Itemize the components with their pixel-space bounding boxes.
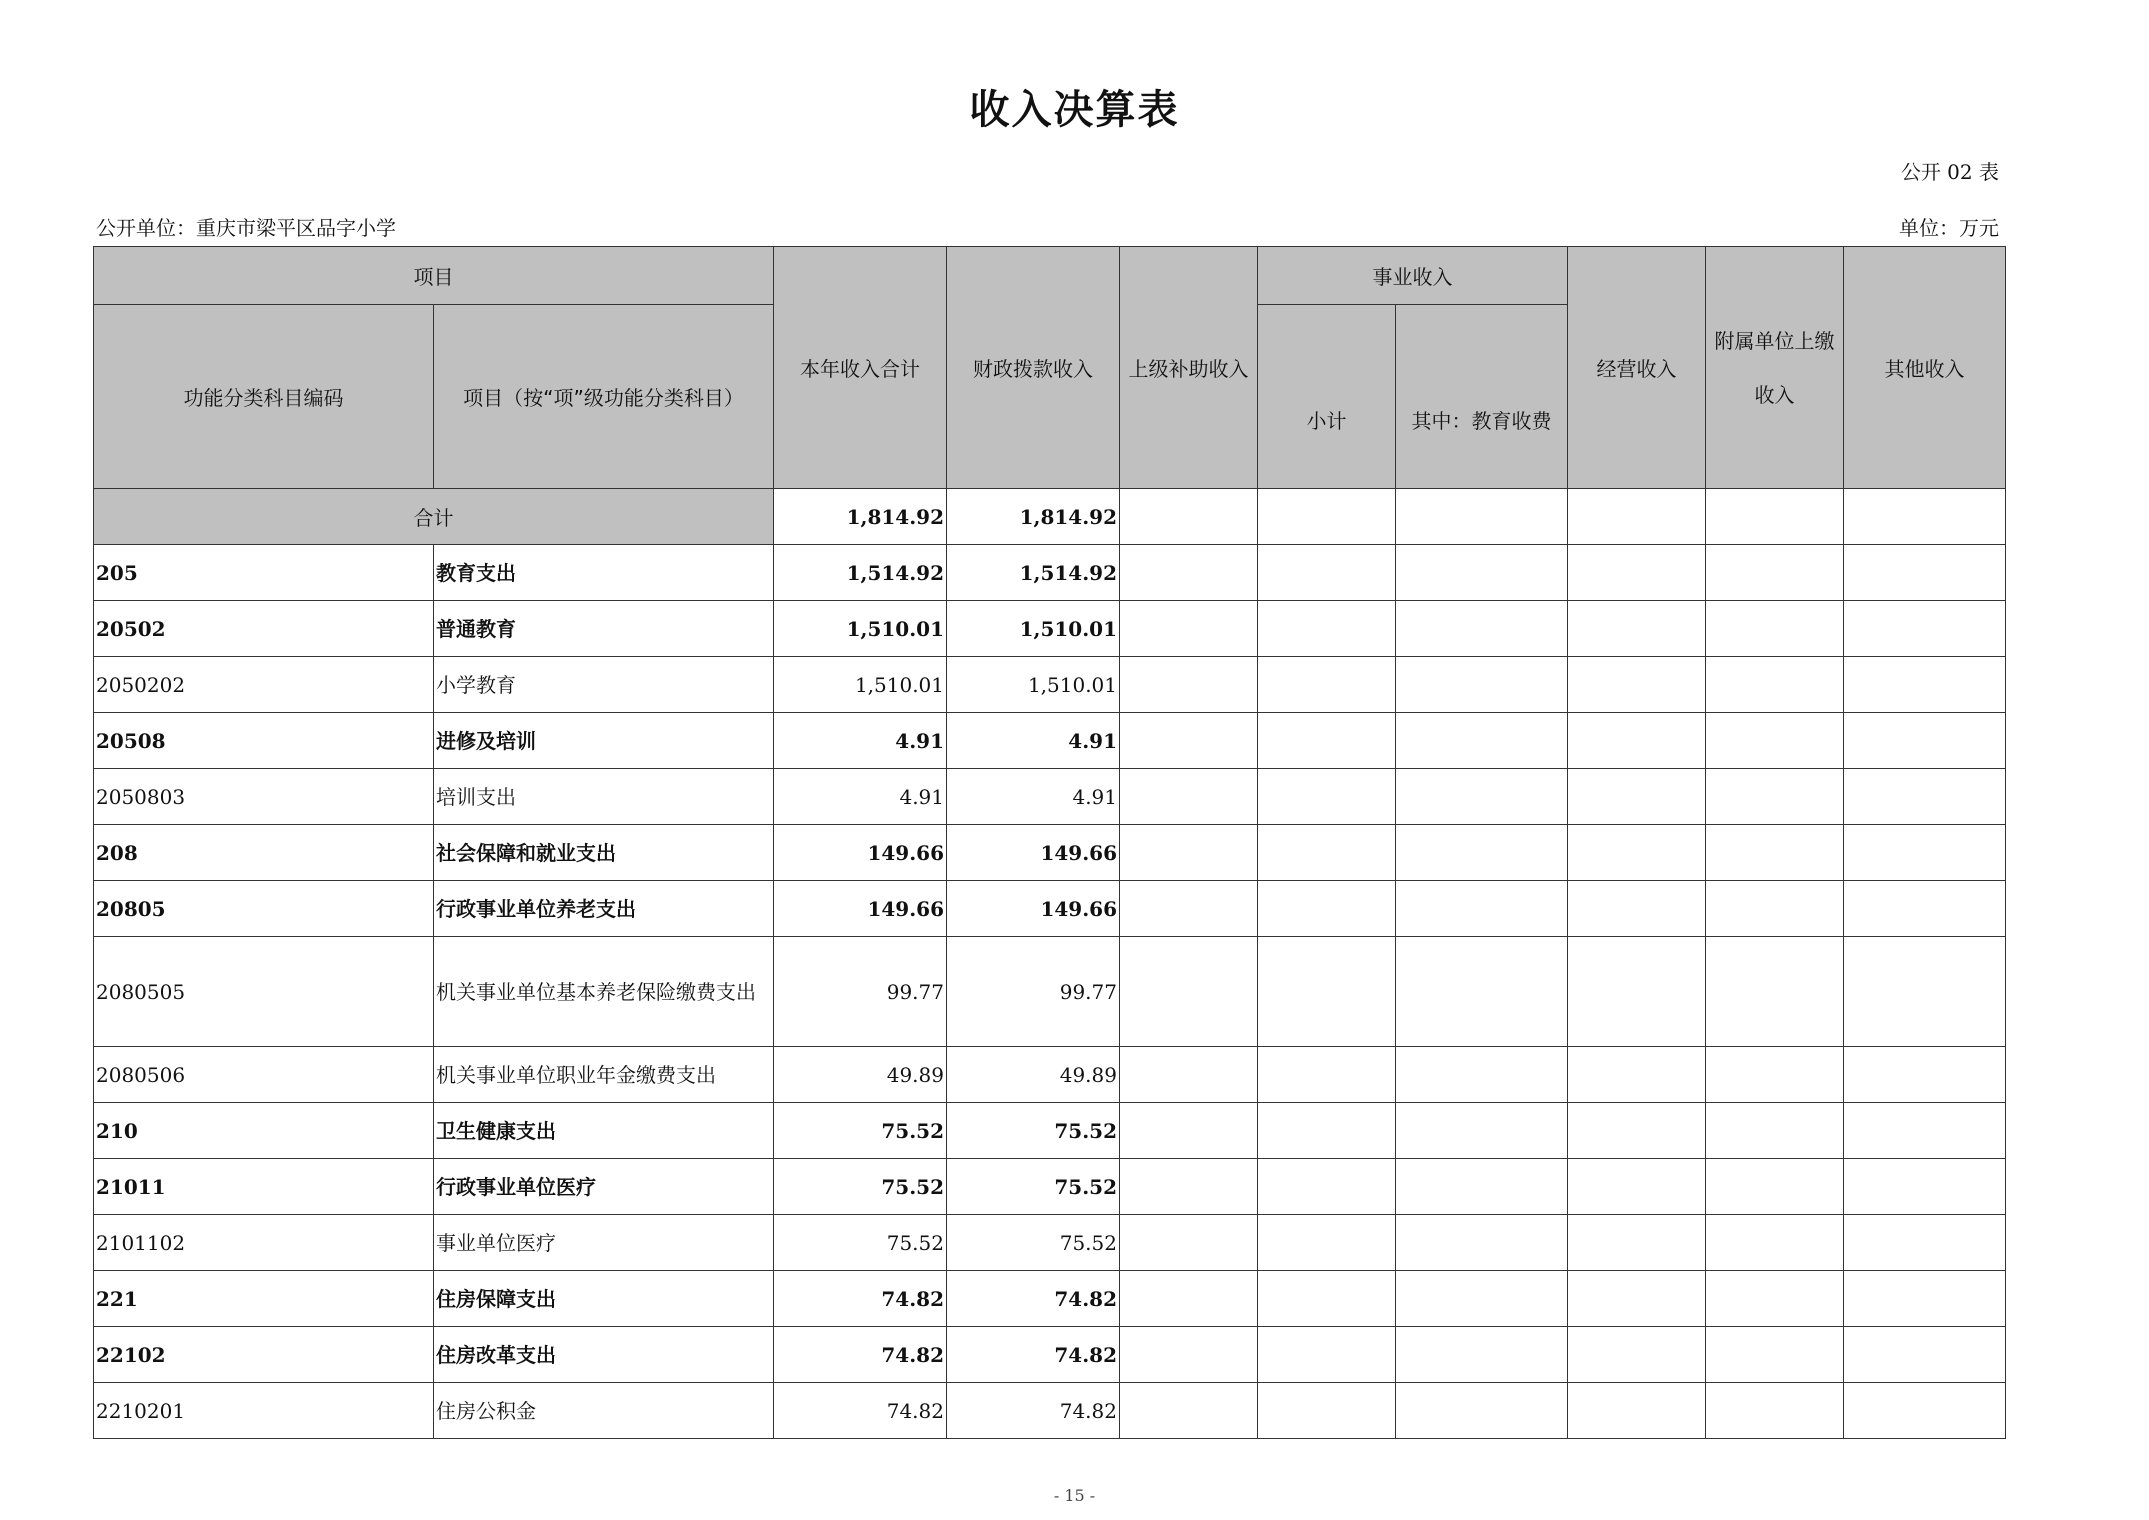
- empty-cell: [1120, 657, 1258, 713]
- empty-cell: [1844, 545, 2006, 601]
- header-affiliated-line1: 附属单位上缴: [1714, 328, 1835, 353]
- table-row: [94, 937, 2006, 1047]
- empty-cell: [1844, 601, 2006, 657]
- empty-cell: [1396, 937, 1568, 1047]
- table-row: [94, 1327, 2006, 1383]
- report-title: 收入决算表: [969, 87, 1180, 133]
- table-row: [94, 1103, 2006, 1159]
- fiscal-value: 149.66: [947, 881, 1120, 937]
- empty-cell: [1258, 657, 1396, 713]
- empty-cell: [1396, 601, 1568, 657]
- empty-cell: [1844, 1271, 2006, 1327]
- subject-name: 小学教育: [434, 657, 774, 713]
- empty-cell: [1568, 1047, 1706, 1103]
- subject-code: 2080506: [94, 1047, 434, 1103]
- empty-cell: [1568, 657, 1706, 713]
- empty-cell: [1568, 545, 1706, 601]
- header-fiscal: 财政拨款收入: [947, 247, 1120, 489]
- form-number: 公开 02 表: [1900, 160, 1999, 184]
- empty-cell: [1120, 769, 1258, 825]
- table-row: [94, 657, 2006, 713]
- total-income-value: 4.91: [774, 769, 947, 825]
- header-business: 事业收入: [1258, 247, 1568, 305]
- empty-cell: [1258, 601, 1396, 657]
- total-income-value: 75.52: [774, 1159, 947, 1215]
- table-body: [94, 545, 2006, 1439]
- table-row: [94, 1159, 2006, 1215]
- fiscal-value: 4.91: [947, 769, 1120, 825]
- empty-cell: [1396, 1215, 1568, 1271]
- empty-cell: [1706, 881, 1844, 937]
- table-row: [94, 601, 2006, 657]
- empty-cell: [1706, 545, 1844, 601]
- total-income-value: 74.82: [774, 1271, 947, 1327]
- total-income-value: 4.91: [774, 713, 947, 769]
- total-income-value: 1,510.01: [774, 601, 947, 657]
- empty-cell: [1568, 601, 1706, 657]
- empty-cell: [1844, 1215, 2006, 1271]
- header-total-income: 本年收入合计: [774, 247, 947, 489]
- header-project: 项目: [94, 247, 774, 305]
- empty-cell: [1258, 825, 1396, 881]
- empty-cell: [1258, 1103, 1396, 1159]
- currency-unit: 单位：万元: [1899, 216, 1999, 240]
- empty-cell: [1396, 881, 1568, 937]
- fiscal-value: 1,510.01: [947, 601, 1120, 657]
- subject-code: 205: [94, 545, 434, 601]
- empty-cell: [1706, 1103, 1844, 1159]
- empty-cell: [1396, 545, 1568, 601]
- empty-cell: [1396, 1047, 1568, 1103]
- table-row: [94, 1047, 2006, 1103]
- empty-cell: [1396, 1327, 1568, 1383]
- empty-cell: [1120, 1159, 1258, 1215]
- empty-cell: [1706, 1383, 1844, 1439]
- empty-cell: [1844, 1103, 2006, 1159]
- table-row: [94, 881, 2006, 937]
- empty-cell: [1258, 713, 1396, 769]
- empty-cell: [1706, 769, 1844, 825]
- total-income-value: 1,814.92: [774, 489, 947, 545]
- table-row: [94, 1271, 2006, 1327]
- empty-cell: [1120, 545, 1258, 601]
- empty-cell: [1396, 769, 1568, 825]
- fiscal-value: 75.52: [947, 1159, 1120, 1215]
- empty-cell: [1844, 657, 2006, 713]
- empty-cell: [1844, 1047, 2006, 1103]
- fiscal-value: 74.82: [947, 1271, 1120, 1327]
- subject-code: 20502: [94, 601, 434, 657]
- empty-cell: [1258, 1215, 1396, 1271]
- fiscal-value: 49.89: [947, 1047, 1120, 1103]
- empty-cell: [1568, 1383, 1706, 1439]
- total-income-value: 75.52: [774, 1215, 947, 1271]
- empty-cell: [1120, 1327, 1258, 1383]
- fiscal-value: 74.82: [947, 1327, 1120, 1383]
- empty-cell: [1120, 937, 1258, 1047]
- empty-cell: [1120, 601, 1258, 657]
- empty-cell: [1568, 1215, 1706, 1271]
- total-income-value: 74.82: [774, 1383, 947, 1439]
- empty-cell: [1568, 1159, 1706, 1215]
- table-row: [94, 769, 2006, 825]
- subject-name: 社会保障和就业支出: [434, 825, 774, 881]
- subject-code: 221: [94, 1271, 434, 1327]
- total-income-value: 1,514.92: [774, 545, 947, 601]
- empty-cell: [1706, 1271, 1844, 1327]
- empty-cell: [1568, 713, 1706, 769]
- table-row: [94, 825, 2006, 881]
- header-affiliated-line2: 收入: [1754, 382, 1795, 407]
- subject-code: 2050202: [94, 657, 434, 713]
- fiscal-value: 1,514.92: [947, 545, 1120, 601]
- empty-cell: [1258, 545, 1396, 601]
- table-row: [94, 1383, 2006, 1439]
- empty-cell: [1844, 1159, 2006, 1215]
- empty-cell: [1706, 601, 1844, 657]
- total-row: [94, 489, 2006, 545]
- subject-name: 普通教育: [434, 601, 774, 657]
- empty-cell: [1706, 937, 1844, 1047]
- empty-cell: [1120, 1383, 1258, 1439]
- header-affiliated: [1706, 247, 1844, 489]
- empty-cell: [1120, 713, 1258, 769]
- subject-name: 事业单位医疗: [434, 1215, 774, 1271]
- total-label: 合计: [94, 489, 774, 545]
- empty-cell: [1120, 1215, 1258, 1271]
- empty-cell: [1844, 937, 2006, 1047]
- income-table: [93, 246, 2006, 1439]
- reporting-unit: 公开单位：重庆市梁平区品字小学: [96, 216, 396, 240]
- empty-cell: [1568, 881, 1706, 937]
- empty-cell: [1258, 1327, 1396, 1383]
- header-edu-fee: 其中：教育收费: [1396, 305, 1568, 489]
- fiscal-value: 149.66: [947, 825, 1120, 881]
- empty-cell: [1258, 769, 1396, 825]
- fiscal-value: 74.82: [947, 1383, 1120, 1439]
- header-func-code: 功能分类科目编码: [94, 305, 434, 489]
- subject-name: 住房改革支出: [434, 1327, 774, 1383]
- empty-cell: [1120, 1271, 1258, 1327]
- empty-cell: [1396, 713, 1568, 769]
- empty-cell: [1844, 1327, 2006, 1383]
- total-income-value: 149.66: [774, 881, 947, 937]
- empty-cell: [1706, 1327, 1844, 1383]
- header-superior: 上级补助收入: [1120, 247, 1258, 489]
- empty-cell: [1844, 769, 2006, 825]
- total-income-value: 75.52: [774, 1103, 947, 1159]
- empty-cell: [1568, 1327, 1706, 1383]
- subject-name: 卫生健康支出: [434, 1103, 774, 1159]
- header-row-1: [94, 247, 2006, 305]
- empty-cell: [1258, 1271, 1396, 1327]
- empty-cell: [1844, 825, 2006, 881]
- subject-code: 21011: [94, 1159, 434, 1215]
- empty-cell: [1706, 1215, 1844, 1271]
- subject-code: 210: [94, 1103, 434, 1159]
- empty-cell: [1706, 657, 1844, 713]
- subject-name: 机关事业单位职业年金缴费支出: [434, 1047, 774, 1103]
- subject-code: 2210201: [94, 1383, 434, 1439]
- empty-cell: [1568, 769, 1706, 825]
- empty-cell: [1120, 881, 1258, 937]
- empty-cell: [1568, 1271, 1706, 1327]
- subject-name: 行政事业单位养老支出: [434, 881, 774, 937]
- header-other: 其他收入: [1844, 247, 2006, 489]
- total-fiscal-value: 1,814.92: [947, 489, 1120, 545]
- header-item-name: 项目（按“项”级功能分类科目）: [434, 305, 774, 489]
- table-row: [94, 713, 2006, 769]
- subject-name: 住房公积金: [434, 1383, 774, 1439]
- empty-cell: [1568, 937, 1706, 1047]
- empty-cell: [1706, 1047, 1844, 1103]
- empty-cell: [1396, 657, 1568, 713]
- subject-name: 住房保障支出: [434, 1271, 774, 1327]
- empty-cell: [1706, 825, 1844, 881]
- page-number: - 15 -: [1053, 1486, 1096, 1505]
- empty-cell: [1706, 713, 1844, 769]
- total-income-value: 99.77: [774, 937, 947, 1047]
- empty-cell: [1396, 1271, 1568, 1327]
- empty-cell: [1568, 825, 1706, 881]
- table-row: [94, 545, 2006, 601]
- subject-code: 208: [94, 825, 434, 881]
- empty-cell: [1396, 1159, 1568, 1215]
- subject-code: 2080505: [94, 937, 434, 1047]
- fiscal-value: 4.91: [947, 713, 1120, 769]
- empty-cell: [1706, 1159, 1844, 1215]
- fiscal-value: 99.77: [947, 937, 1120, 1047]
- fiscal-value: 1,510.01: [947, 657, 1120, 713]
- subject-name: 培训支出: [434, 769, 774, 825]
- empty-cell: [1258, 937, 1396, 1047]
- fiscal-value: 75.52: [947, 1215, 1120, 1271]
- empty-cell: [1120, 1047, 1258, 1103]
- empty-cell: [1844, 713, 2006, 769]
- subject-code: 2101102: [94, 1215, 434, 1271]
- header-operating: 经营收入: [1568, 247, 1706, 489]
- empty-cell: [1396, 1383, 1568, 1439]
- empty-cell: [1120, 825, 1258, 881]
- total-income-value: 149.66: [774, 825, 947, 881]
- empty-cell: [1120, 1103, 1258, 1159]
- subject-name: 行政事业单位医疗: [434, 1159, 774, 1215]
- empty-cell: [1258, 1159, 1396, 1215]
- empty-cell: [1396, 1103, 1568, 1159]
- empty-cell: [1844, 881, 2006, 937]
- empty-cell: [1258, 1383, 1396, 1439]
- total-income-value: 74.82: [774, 1327, 947, 1383]
- empty-cell: [1258, 1047, 1396, 1103]
- header-subtotal: 小计: [1258, 305, 1396, 489]
- subject-code: 20508: [94, 713, 434, 769]
- empty-cell: [1396, 825, 1568, 881]
- subject-name: 进修及培训: [434, 713, 774, 769]
- subject-name: 机关事业单位基本养老保险缴费支出: [434, 937, 774, 1047]
- empty-cell: [1258, 881, 1396, 937]
- subject-code: 2050803: [94, 769, 434, 825]
- total-income-value: 1,510.01: [774, 657, 947, 713]
- fiscal-value: 75.52: [947, 1103, 1120, 1159]
- empty-cell: [1844, 1383, 2006, 1439]
- table-row: [94, 1215, 2006, 1271]
- subject-name: 教育支出: [434, 545, 774, 601]
- empty-cell: [1568, 1103, 1706, 1159]
- total-income-value: 49.89: [774, 1047, 947, 1103]
- subject-code: 20805: [94, 881, 434, 937]
- subject-code: 22102: [94, 1327, 434, 1383]
